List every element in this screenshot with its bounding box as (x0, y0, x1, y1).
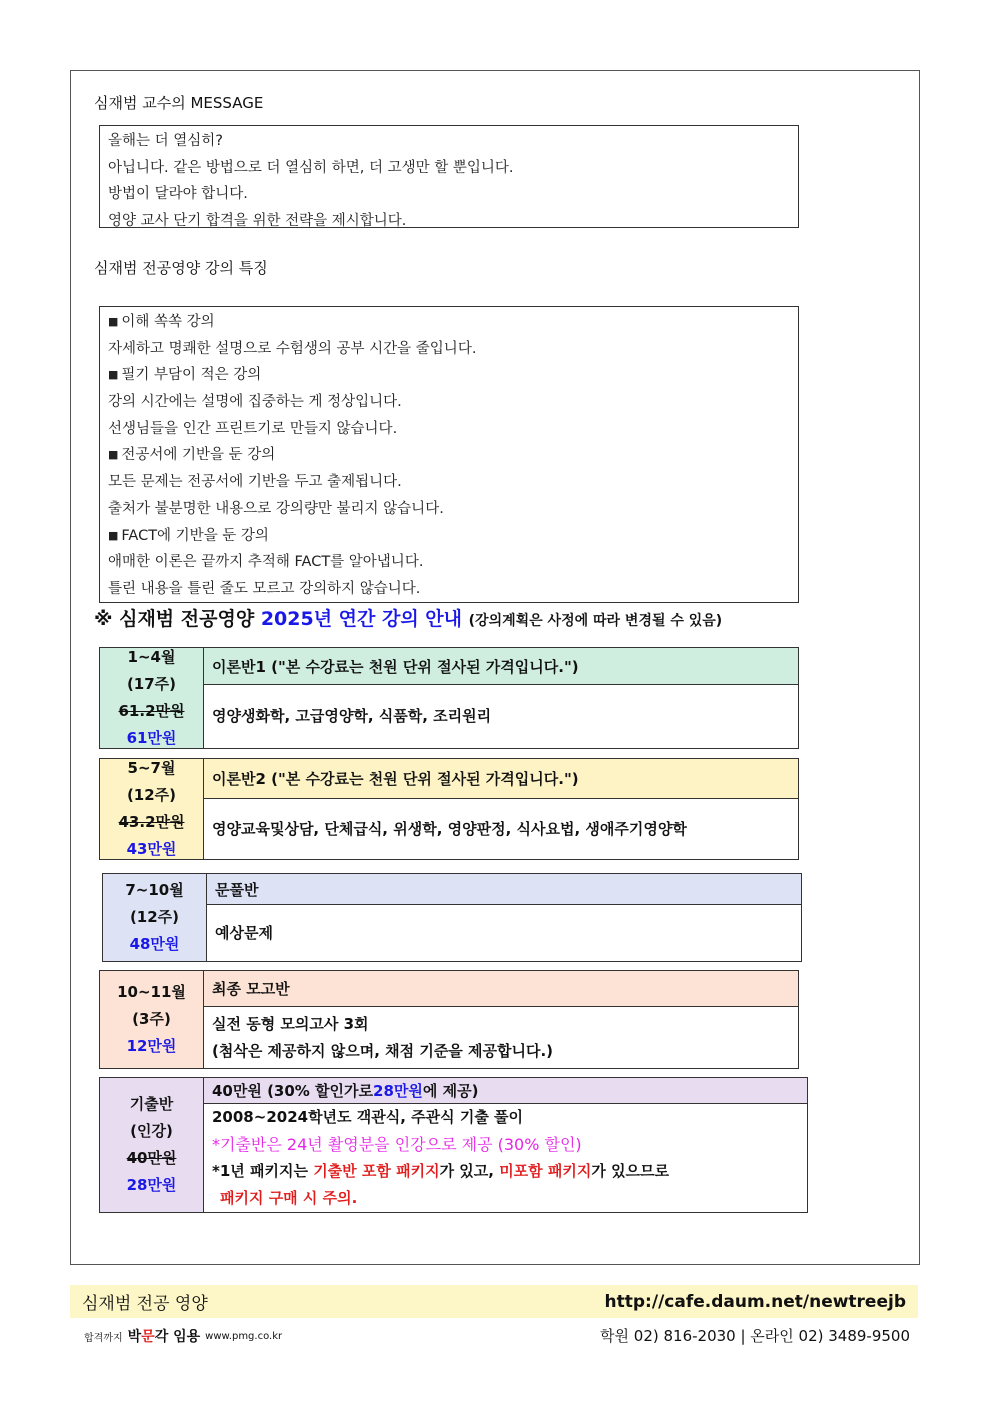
course-discount-price: 28만원 (373, 1082, 423, 1100)
feature-text: 강의 시간에는 설명에 집중하는 게 정상입니다. (108, 394, 402, 411)
course-card-theory2 (99, 758, 799, 860)
course-name: 40만원 (30% 할인가로 28만원 에 제공) (204, 1078, 807, 1104)
features-box (99, 306, 799, 603)
course-period: 기출반 (129, 1095, 174, 1113)
course-price: 12만원 (126, 1037, 177, 1055)
course-weeks: (12주) (129, 908, 180, 926)
headline-prefix: ※ 심재범 전공영양 (94, 608, 255, 630)
course-card-problem (102, 873, 802, 962)
headline-highlight: 2025년 연간 강의 안내 (260, 608, 463, 630)
logo-url: www.pmg.co.kr (205, 1330, 283, 1342)
course-name: 이론반1 ("본 수강료는 천원 단위 절사된 가격입니다.") (204, 648, 798, 685)
course-card-past-exam (99, 1077, 808, 1213)
course-info (103, 874, 207, 961)
message-line: 아닙니다. 같은 방법으로 더 열심히 하면, 더 고생만 할 뿐입니다. (108, 159, 514, 176)
course-price: 43만원 (126, 840, 177, 858)
feature-text: 출처가 불분명한 내용으로 강의량만 불리지 않습니다. (108, 500, 444, 517)
feature-heading: ■ 필기 부담이 적은 강의 (108, 367, 262, 384)
logo-brand: 박문각 임용 (127, 1329, 201, 1345)
course-name: 문풀반 (207, 874, 801, 905)
logo-tagline: 합격까지 (84, 1332, 123, 1344)
message-title: 심재범 교수의 MESSAGE (94, 94, 264, 112)
course-price: 28만원 (126, 1176, 177, 1194)
footer-title: 심재범 전공 영양 (82, 1294, 208, 1314)
course-original-price: 43.2만원 (118, 813, 185, 831)
square-bullet-icon: ■ (108, 448, 119, 462)
footer-url-link[interactable]: http://cafe.daum.net/newtreejb (604, 1291, 906, 1312)
course-original-price: 61.2만원 (118, 702, 185, 720)
course-weeks: (12주) (126, 786, 177, 804)
course-period: 10~11월 (117, 983, 186, 1001)
course-card-final-mock (99, 970, 799, 1069)
course-content: 예상문제 (215, 923, 273, 942)
contact-info: 학원 02) 816-2030 | 온라인 02) 3489-9500 (600, 1327, 910, 1345)
course-content-line: 실전 동형 모의고사 3회 (212, 1014, 369, 1033)
course-content-line: *기출반은 24년 촬영분을 인강으로 제공 (30% 할인) (212, 1135, 582, 1154)
features-title: 심재범 전공영양 강의 특징 (94, 259, 268, 277)
footer-bar (70, 1285, 918, 1318)
course-info (100, 759, 204, 859)
course-period: 5~7월 (127, 759, 176, 777)
feature-text: 선생님들을 인간 프린트기로 만들지 않습니다. (108, 420, 398, 437)
course-original-price: 40만원 (126, 1149, 177, 1167)
course-price: 48만원 (129, 935, 180, 953)
feature-heading: ■ 이해 쏙쏙 강의 (108, 314, 215, 330)
course-info (100, 971, 204, 1068)
feature-heading: ■ 전공서에 기반을 둔 강의 (108, 447, 276, 464)
course-content-line: 2008~2024학년도 객관식, 주관식 기출 풀이 (212, 1108, 524, 1126)
course-info (100, 648, 204, 748)
course-info (100, 1078, 204, 1212)
square-bullet-icon: ■ (108, 368, 119, 382)
course-period: 7~10월 (125, 881, 184, 899)
square-bullet-icon: ■ (108, 528, 119, 542)
course-content-line: 패키지 구매 시 주의. (220, 1189, 358, 1207)
course-content-line: (첨삭은 제공하지 않으며, 채점 기준을 제공합니다.) (212, 1041, 554, 1060)
course-price: 61만원 (126, 729, 177, 747)
message-line: 방법이 달라야 합니다. (108, 186, 248, 202)
course-content: 영양생화학, 고급영양학, 식품학, 조리원리 (212, 707, 492, 725)
feature-text: 틀린 내용을 틀린 줄도 모르고 강의하지 않습니다. (108, 580, 421, 597)
course-content: 영양교육및상담, 단체급식, 위생학, 영양판정, 식사요법, 생애주기영양학 (212, 819, 687, 838)
feature-text: 애매한 이론은 끝까지 추적해 FACT를 알아냅니다. (108, 554, 424, 571)
course-weeks: (3주) (132, 1010, 171, 1028)
schedule-headline (94, 604, 722, 631)
message-line: 영양 교사 단기 합격을 위한 전략을 제시합니다. (108, 212, 407, 229)
feature-text: 모든 문제는 전공서에 기반을 두고 출제됩니다. (108, 474, 402, 491)
course-period: 1~4월 (127, 648, 176, 666)
feature-heading: ■ FACT에 기반을 둔 강의 (108, 527, 269, 544)
course-weeks: (인강) (130, 1122, 173, 1140)
headline-note: (강의계획은 사정에 따라 변경될 수 있음) (468, 613, 723, 629)
publisher-logo (84, 1326, 282, 1346)
square-bullet-icon: ■ (108, 315, 119, 328)
feature-text: 자세하고 명쾌한 설명으로 수험생의 공부 시간을 줄입니다. (108, 340, 477, 357)
course-name: 이론반2 ("본 수강료는 천원 단위 절사된 가격입니다.") (204, 759, 798, 799)
course-card-theory1 (99, 647, 799, 749)
course-weeks: (17주) (126, 675, 177, 693)
course-name: 최종 모고반 (204, 971, 798, 1007)
message-line: 올해는 더 열심히? (108, 133, 223, 149)
message-box (99, 125, 799, 228)
course-content-line: *1년 패키지는 기출반 포함 패키지가 있고, 미포함 패키지가 있으므로 (212, 1162, 670, 1180)
